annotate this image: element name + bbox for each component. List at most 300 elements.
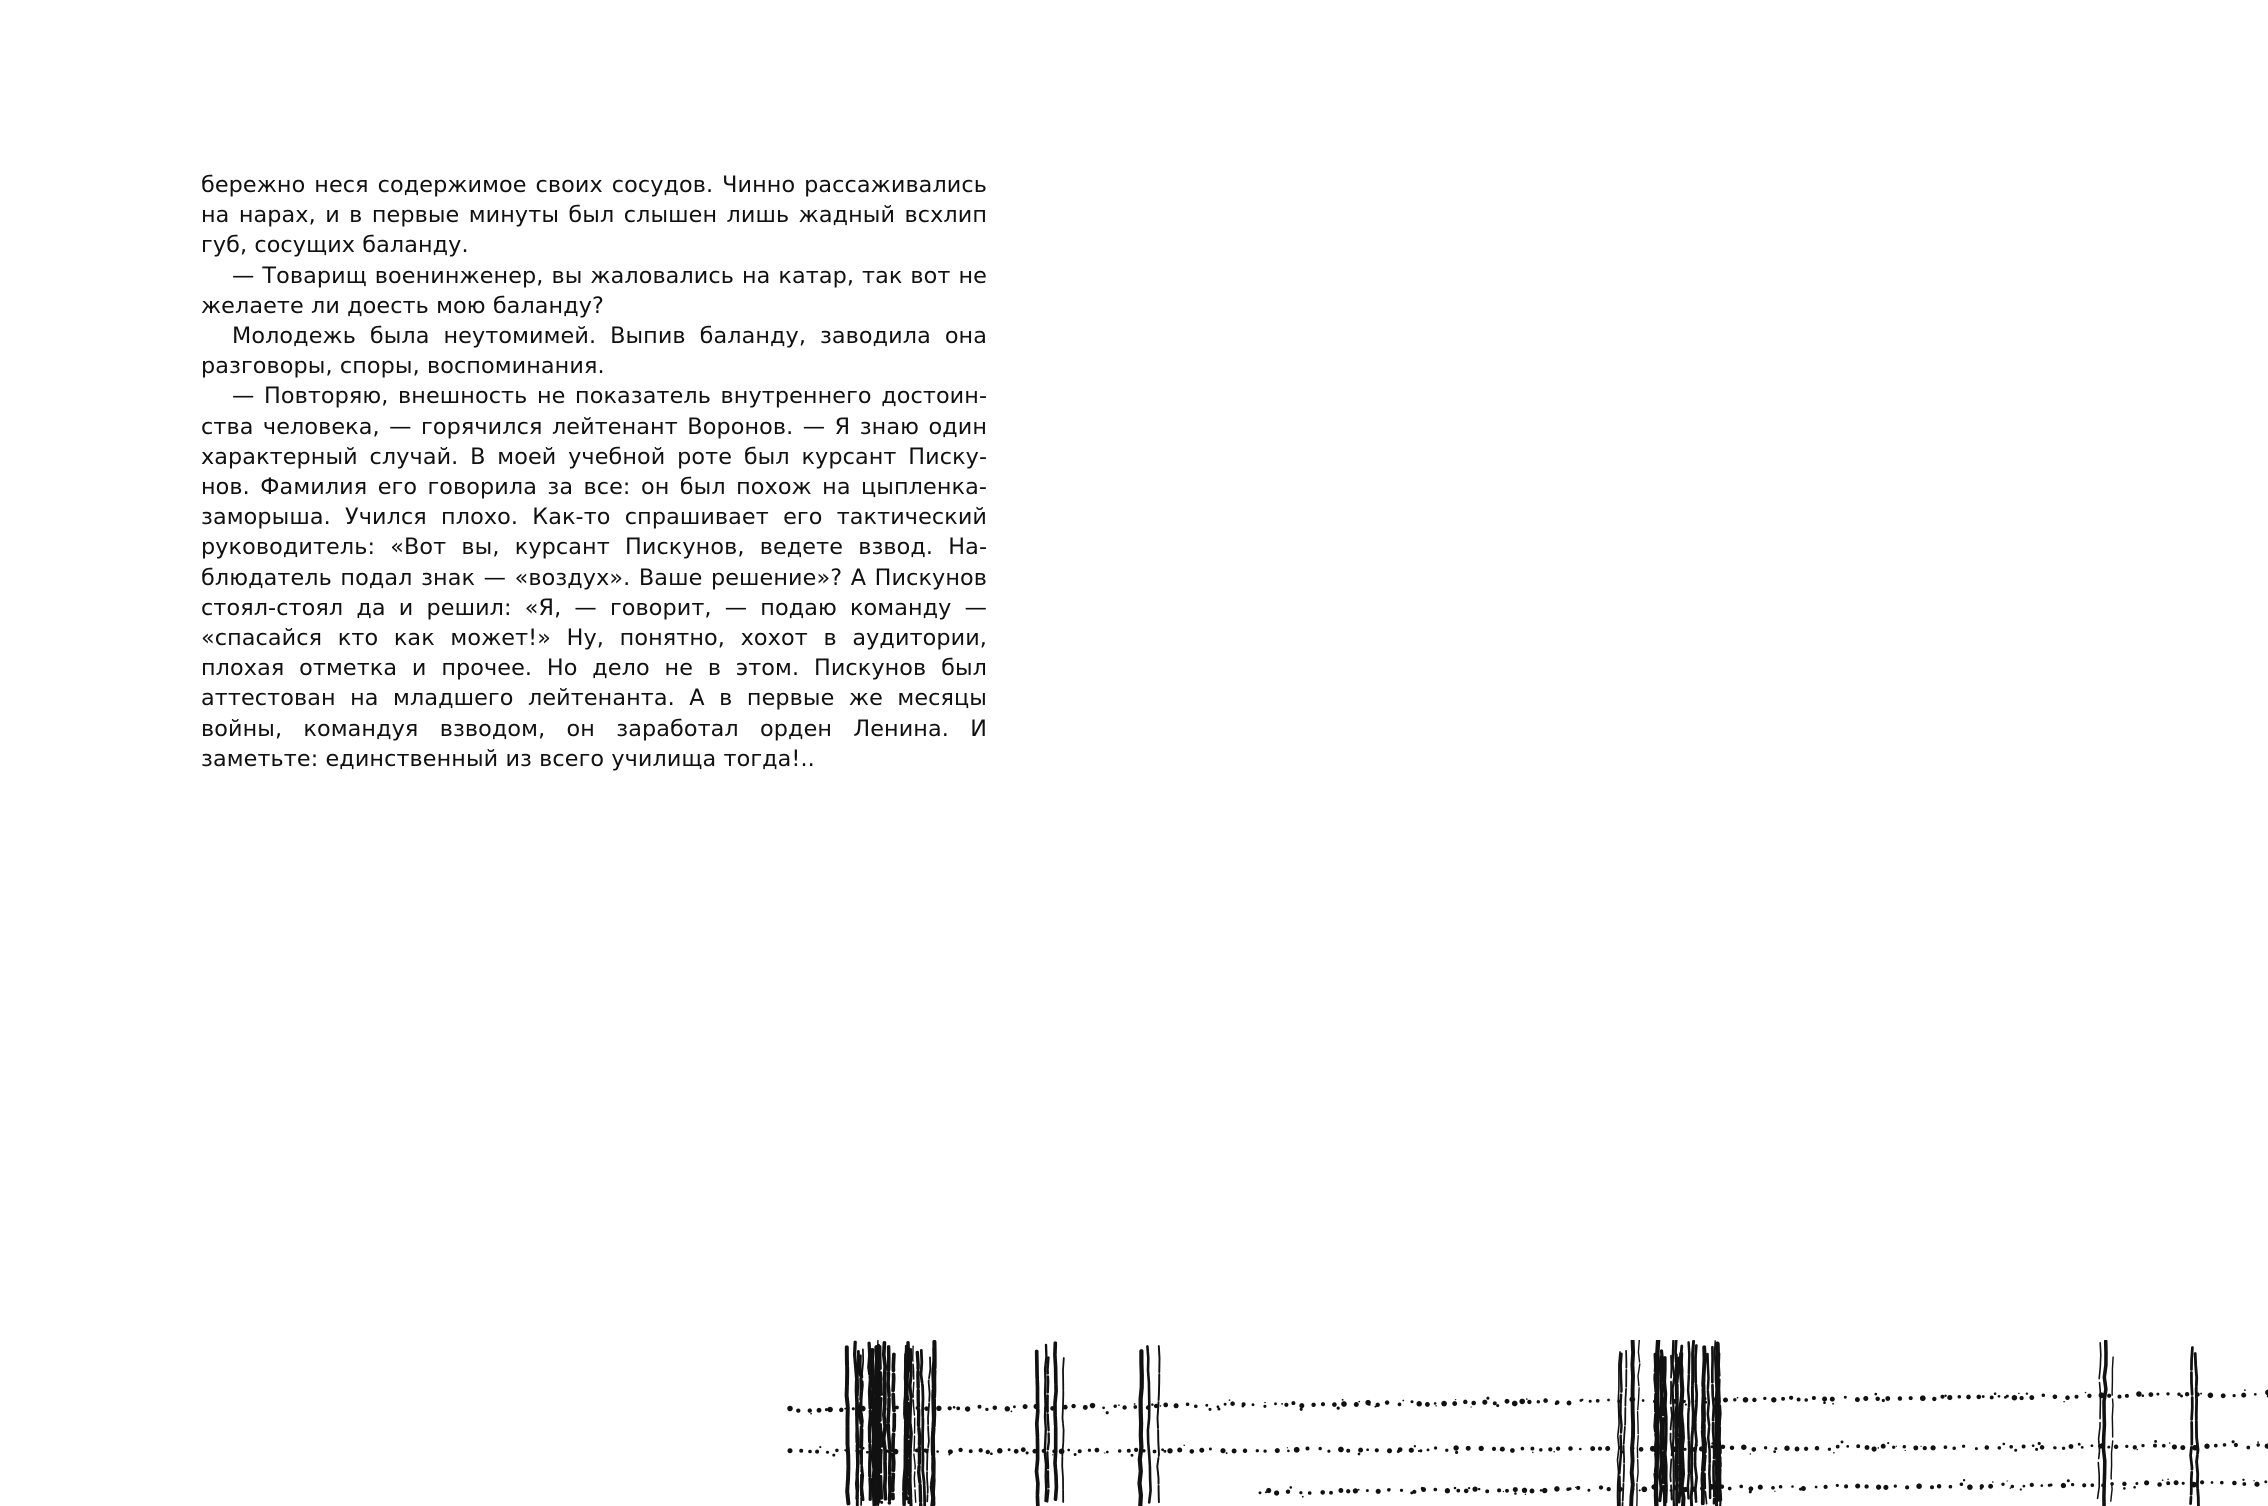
wire-barb — [1008, 1448, 1011, 1451]
ink-speck — [1994, 1392, 1997, 1395]
wire-barb — [1366, 1489, 1369, 1492]
wire-barb — [1341, 1401, 1347, 1407]
wire-barb — [1013, 1405, 1016, 1408]
wire-barb — [1274, 1402, 1277, 1405]
wire-barb — [2001, 1483, 2004, 1486]
wire-barb — [1321, 1402, 1325, 1406]
ink-speck — [1963, 1479, 1965, 1481]
wire-barb — [1385, 1400, 1389, 1404]
wire-barb — [1387, 1448, 1392, 1453]
ink-speck — [1163, 1450, 1166, 1453]
wire-barb — [1122, 1405, 1126, 1409]
wire-barb — [2234, 1443, 2238, 1447]
wire-barb — [2053, 1394, 2058, 1399]
ink-speck — [2004, 1396, 2007, 1399]
wire-barb — [1400, 1489, 1403, 1492]
wire-barb — [1332, 1402, 1337, 1407]
wire-barb — [1791, 1485, 1794, 1488]
wire-barb — [1434, 1402, 1437, 1405]
wire-barb — [2166, 1481, 2170, 1485]
wire-barb — [1898, 1396, 1902, 1400]
wire-barb — [1088, 1449, 1091, 1452]
ink-speck — [1841, 1440, 1844, 1443]
fence-post-stroke — [1619, 1354, 1621, 1506]
ink-speck — [1500, 1448, 1503, 1451]
wire-barb — [1102, 1406, 1105, 1409]
wire-barb — [1530, 1489, 1535, 1494]
wire-barb — [835, 1449, 838, 1452]
wire-barb — [2141, 1444, 2144, 1447]
wire-barb — [1510, 1448, 1515, 1453]
ink-speck — [1208, 1408, 1211, 1411]
wire-barb — [2125, 1445, 2128, 1448]
wire-barb — [1589, 1400, 1592, 1403]
wire-barb — [808, 1450, 812, 1454]
wire-barb — [1985, 1445, 1990, 1450]
ink-speck — [844, 1449, 846, 1451]
wire-barb — [1771, 1486, 1775, 1490]
fence-post-stroke — [1157, 1346, 1159, 1502]
ink-speck — [1131, 1454, 1134, 1457]
wire-barb — [948, 1406, 952, 1410]
wire-barb — [2118, 1395, 2122, 1399]
barbed-wire-drawing — [780, 1340, 2268, 1506]
ink-speck — [1281, 1403, 1283, 1405]
wire-barb — [1410, 1400, 1413, 1403]
wire-barb — [1358, 1448, 1363, 1453]
ink-speck — [990, 1452, 993, 1455]
ink-speck — [1402, 1400, 1404, 1402]
ink-speck — [1774, 1491, 1775, 1492]
ink-speck — [1265, 1491, 1267, 1493]
fence-post-stroke — [2111, 1357, 2113, 1501]
wire-barb — [2162, 1444, 2166, 1448]
ink-speck — [1011, 1411, 1013, 1413]
wire-barb — [2082, 1483, 2086, 1487]
ink-speck — [2167, 1479, 2169, 1481]
wire-barb — [1554, 1486, 1559, 1491]
wire-barb — [1327, 1450, 1330, 1453]
ink-speck — [1532, 1452, 1533, 1453]
wire-barb — [1492, 1447, 1496, 1451]
fence-post-stroke — [2104, 1341, 2107, 1506]
ink-speck — [1874, 1393, 1877, 1396]
wire-barb — [1095, 1448, 1100, 1453]
wire-barb — [2233, 1394, 2236, 1397]
fence-post-stroke — [884, 1343, 886, 1499]
wire-barb — [1114, 1405, 1117, 1408]
wire-barb — [1375, 1448, 1379, 1452]
wire-barb — [1863, 1396, 1868, 1401]
wire-barb — [1998, 1395, 2001, 1398]
wire-barb — [2114, 1445, 2119, 1450]
wire-barb — [1023, 1404, 1028, 1409]
wire-barb — [1263, 1405, 1266, 1408]
ink-speck — [2048, 1484, 2051, 1487]
wire-barb — [2091, 1444, 2094, 1447]
wire-barb — [2157, 1482, 2162, 1487]
ink-speck — [2020, 1488, 2022, 1490]
wire-barb — [1519, 1399, 1525, 1405]
ink-speck — [2162, 1479, 2164, 1481]
wire-barb — [1797, 1398, 1801, 1402]
wire-barb — [1944, 1445, 1948, 1449]
ink-speck — [1134, 1403, 1136, 1405]
ink-speck — [1435, 1405, 1436, 1406]
wire-barb — [1599, 1485, 1603, 1489]
wire-barb — [1539, 1448, 1542, 1451]
wire-barb — [2040, 1484, 2043, 1487]
wire-barb — [2214, 1444, 2218, 1448]
paragraph-1: бережно неся содержимое своих сосудов. Чинно рассаживались на нарах, и в первые минуты был слышен лишь жадный всхлип губ, сосущих баланду. — [201, 172, 987, 259]
wire-barb — [948, 1449, 953, 1454]
wire-barb — [1605, 1446, 1610, 1451]
wire-barb — [1522, 1488, 1527, 1493]
wire-barb — [1194, 1405, 1198, 1409]
wire-barb — [2087, 1394, 2091, 1398]
wire-barb — [1294, 1447, 1300, 1453]
wire-barb — [1199, 1448, 1204, 1453]
fence-post-stroke — [1695, 1346, 1697, 1502]
wire-barb — [1781, 1397, 1785, 1401]
ink-speck — [1599, 1447, 1601, 1449]
wire-barb — [1308, 1491, 1312, 1495]
wire-barb — [1464, 1489, 1469, 1494]
wire-barb — [2136, 1391, 2142, 1397]
wire-barb — [1824, 1485, 1828, 1489]
wire-barb — [1134, 1448, 1138, 1452]
wire-barb — [1607, 1399, 1610, 1402]
wire-barb — [1319, 1447, 1322, 1450]
wire-barb — [2254, 1482, 2259, 1487]
barbed-wires — [787, 1389, 2268, 1497]
wire-barb — [2061, 1483, 2066, 1488]
ink-speck — [1160, 1405, 1162, 1407]
wire-barb — [1728, 1487, 1732, 1491]
wire-barb — [1071, 1404, 1075, 1408]
book-page-text — [201, 170, 987, 774]
wire-barb — [1639, 1447, 1644, 1452]
wire-barb — [1161, 1448, 1164, 1451]
wire-barb — [1733, 1398, 1736, 1401]
wire-barb — [2241, 1393, 2246, 1398]
fence-post-stroke — [1147, 1346, 1150, 1502]
ink-speck — [1833, 1452, 1835, 1454]
wire-barb — [2075, 1395, 2079, 1399]
wire-barb — [2172, 1444, 2177, 1449]
wire-barb — [1828, 1448, 1831, 1451]
fence-post-stroke — [1656, 1340, 1658, 1506]
ink-speck — [819, 1446, 821, 1448]
wire-barb — [1885, 1396, 1890, 1401]
ink-speck — [1052, 1454, 1053, 1455]
wire-barb — [2182, 1482, 2185, 1485]
ink-speck — [2180, 1395, 2183, 1398]
ink-speck — [1074, 1453, 1077, 1456]
wire-barb — [1243, 1449, 1247, 1453]
ink-speck — [1525, 1494, 1526, 1495]
wire-barb — [1923, 1446, 1927, 1450]
ink-speck — [1553, 1451, 1554, 1452]
wire-barb — [1812, 1396, 1816, 1400]
wire-barb — [1947, 1395, 1952, 1400]
wire-barb — [2232, 1481, 2237, 1486]
ink-speck — [832, 1454, 835, 1457]
wire-barb — [1299, 1403, 1304, 1408]
ink-speck — [1287, 1447, 1288, 1448]
wire-barb — [2246, 1446, 2250, 1450]
ink-speck — [2257, 1441, 2259, 1443]
ink-speck — [1358, 1401, 1360, 1403]
wire-barb — [1751, 1447, 1756, 1452]
ink-speck — [1799, 1488, 1802, 1491]
fence-post-stroke — [1691, 1341, 1693, 1506]
ink-speck — [1242, 1405, 1245, 1408]
wire-barb — [2069, 1444, 2074, 1449]
wire-barb — [1815, 1446, 1820, 1451]
ink-speck — [1503, 1491, 1504, 1492]
wire-barb — [2254, 1393, 2257, 1396]
wire-barb — [2081, 1446, 2084, 1449]
wire-barb — [2091, 1483, 2095, 1487]
wire-barb — [1445, 1488, 1450, 1493]
wire-barb — [2153, 1444, 2157, 1448]
wire-barb — [1493, 1401, 1497, 1405]
wire-barb — [787, 1448, 792, 1453]
ink-speck — [2253, 1480, 2254, 1481]
wire-barb — [2030, 1483, 2034, 1487]
wire-barb — [1354, 1402, 1359, 1407]
ink-speck — [2026, 1392, 2028, 1394]
fence-post-stroke — [1676, 1355, 1677, 1499]
wire-barb — [1844, 1396, 1847, 1399]
wire-barb — [1881, 1444, 1886, 1449]
wire-barb — [985, 1408, 988, 1411]
wire-barb — [852, 1407, 855, 1410]
wire-barb — [1795, 1447, 1800, 1452]
wire-barb — [1855, 1483, 1860, 1488]
wire-barb — [1543, 1398, 1548, 1403]
ink-speck — [1454, 1487, 1457, 1490]
wire-barb — [1815, 1486, 1818, 1489]
wire-barb — [1433, 1488, 1437, 1492]
wire-barb — [1830, 1397, 1835, 1402]
wire-barb — [1876, 1485, 1881, 1490]
wire-barb — [1977, 1395, 1982, 1400]
wire-barb — [2009, 1445, 2013, 1449]
wire-barb — [1320, 1490, 1325, 1495]
ink-speck — [2169, 1442, 2171, 1444]
fence-post-stroke — [1688, 1342, 1689, 1498]
ink-speck — [1421, 1487, 1424, 1490]
wire-barb — [1513, 1487, 1518, 1492]
wire-barb — [1299, 1491, 1302, 1494]
wire-barb — [1576, 1486, 1580, 1490]
wire-barb — [2133, 1445, 2137, 1449]
ink-speck — [2053, 1446, 2056, 1449]
fence-post-stroke — [1055, 1343, 1057, 1499]
ink-speck — [2123, 1487, 2126, 1490]
ink-speck — [1229, 1399, 1231, 1401]
wire-barb — [1940, 1395, 1944, 1399]
wire-barb — [1252, 1403, 1255, 1406]
wire-barb — [1958, 1395, 1962, 1399]
wire-barb — [1311, 1403, 1315, 1407]
paragraph-4: — Повторяю, внешность не показатель внутреннего достоинства человека, — горячился лейтенант Воронов. — Я знаю один характерный случай. В моей учебной роте был курсант Пискунов. Фамилия его говорила за все: он был похож на цыпленка-заморыша. Учился плохо. Как-то спрашивает его тактический руководитель: «Вот вы, курсант Пискунов, ведете взвод. Наблюдатель подал знак — «воздух». Ваше решение»? А Пискунов стоял-стоял да и решил: «Я, — говорит, — подаю команду — «спасайся кто как может!» Ну, понятно, хохот в аудитории, плохая отметка и прочее. Но дело не в этом. Пискунов был аттестован на младшего лейтенанта. А в первые же месяцы войны, командуя взводом, он заработал орден Ленина. И заметьте: единственный из всего училища тогда!.. — [201, 383, 987, 772]
fence-posts — [847, 1340, 2199, 1506]
ink-speck — [1337, 1407, 1340, 1410]
ink-speck — [1896, 1446, 1897, 1447]
wire-barb — [1163, 1403, 1168, 1408]
ink-speck — [1575, 1487, 1576, 1488]
ink-speck — [1486, 1397, 1489, 1400]
ink-speck — [2002, 1443, 2005, 1446]
wire-barb — [1463, 1400, 1467, 1404]
wire-barb — [1021, 1447, 1026, 1452]
wire-barb — [1259, 1491, 1262, 1494]
wire-barb — [1376, 1489, 1381, 1494]
wire-barb — [1471, 1401, 1476, 1406]
wire-barb — [2062, 1447, 2065, 1450]
ink-speck — [1982, 1395, 1985, 1398]
wire-barb — [1133, 1405, 1137, 1409]
ink-speck — [1823, 1401, 1826, 1404]
wire-barb — [2264, 1480, 2267, 1483]
ink-speck — [1106, 1411, 1109, 1414]
wire-barb — [2012, 1395, 2018, 1401]
wire-barb — [799, 1449, 803, 1453]
wire-barb — [1883, 1485, 1888, 1490]
fence-post-stroke — [1045, 1345, 1047, 1501]
wire-barb — [1975, 1447, 1978, 1450]
ink-speck — [2067, 1479, 2070, 1482]
wire-barb — [2242, 1482, 2246, 1486]
wire-barb — [2135, 1482, 2138, 1485]
fence-post-stroke — [910, 1350, 911, 1506]
wire-barb — [1224, 1403, 1227, 1406]
fence-post-stroke — [1140, 1351, 1142, 1506]
wire-barb — [1106, 1451, 1109, 1454]
ink-speck — [810, 1413, 812, 1415]
ink-speck — [1470, 1406, 1471, 1407]
ink-speck — [1478, 1488, 1480, 1490]
wire-barb — [2107, 1394, 2111, 1398]
fence-post-stroke — [927, 1357, 930, 1501]
wire-barb — [787, 1406, 793, 1412]
wire-barb — [1804, 1447, 1808, 1451]
wire-barb — [1338, 1488, 1343, 1493]
ink-speck — [1514, 1492, 1517, 1495]
ink-speck — [1342, 1399, 1344, 1401]
wire-barb — [1548, 1447, 1552, 1451]
ink-speck — [1358, 1453, 1361, 1456]
wire-barb — [1932, 1397, 1936, 1401]
wire-barb — [2011, 1485, 2014, 1488]
wire-barb — [2185, 1392, 2189, 1396]
wire-barb — [1409, 1448, 1414, 1453]
ink-speck — [1526, 1398, 1528, 1400]
wire-barb — [1579, 1448, 1582, 1451]
wire-barb — [1205, 1404, 1208, 1407]
wire-barb — [1527, 1400, 1531, 1404]
wire-barb — [1441, 1401, 1447, 1407]
ink-speck — [1151, 1403, 1154, 1406]
fence-post-stroke — [893, 1355, 895, 1499]
ink-speck — [1944, 1394, 1946, 1396]
wire-barb — [1763, 1397, 1766, 1400]
wire-barb — [2156, 1393, 2159, 1396]
wire-barb — [1741, 1444, 1747, 1450]
wire-barb — [2029, 1395, 2034, 1400]
wire-barb — [1916, 1483, 1922, 1489]
wire-barb — [1416, 1401, 1421, 1406]
wire-barb — [1864, 1484, 1868, 1488]
wire-barb — [1291, 1401, 1295, 1405]
wire-barb — [2204, 1444, 2209, 1449]
wire-barb — [2040, 1445, 2045, 1450]
wire-barb — [1930, 1445, 1935, 1450]
ink-speck — [1639, 1489, 1641, 1491]
ink-speck — [1183, 1445, 1184, 1446]
fence-post-stroke — [1708, 1354, 1711, 1498]
wire-barb — [1723, 1398, 1728, 1403]
wire-barb — [1905, 1485, 1909, 1489]
wire-barb — [1920, 1395, 1926, 1401]
wire-barb — [1014, 1449, 1019, 1454]
wire-barb — [827, 1407, 833, 1413]
wire-barb — [2032, 1444, 2035, 1447]
wire-barb — [2211, 1481, 2214, 1484]
wire-barb — [1930, 1485, 1934, 1489]
fence-post-stroke — [1664, 1358, 1666, 1502]
wire-barb — [1485, 1489, 1489, 1493]
wire-barb — [1960, 1483, 1964, 1487]
wire-barb — [2180, 1445, 2185, 1450]
ink-speck — [1540, 1489, 1543, 1492]
wire-barb — [826, 1451, 829, 1454]
wire-barb — [1962, 1445, 1965, 1448]
wire-barb — [1090, 1403, 1096, 1409]
fence-post-stroke — [1037, 1352, 1038, 1506]
fence-post-stroke — [1712, 1347, 1714, 1503]
wire-barb — [1346, 1489, 1350, 1493]
ink-speck — [2142, 1394, 2145, 1397]
wire-barb — [1949, 1485, 1953, 1489]
fence-post-stroke — [888, 1347, 890, 1503]
wire-barb — [1263, 1449, 1266, 1452]
ink-speck — [1414, 1445, 1416, 1447]
wire-barb — [1789, 1396, 1793, 1400]
ink-speck — [1389, 1488, 1391, 1490]
ink-speck — [1118, 1404, 1120, 1406]
ink-speck — [1468, 1487, 1470, 1489]
wire-barb — [1596, 1399, 1600, 1403]
wire-barb — [1456, 1489, 1460, 1493]
ink-speck — [1878, 1447, 1880, 1449]
ink-speck — [2133, 1486, 2136, 1489]
wire-barb — [1998, 1446, 2001, 1449]
wire-barb — [1856, 1444, 1860, 1448]
wire-barb — [1398, 1403, 1402, 1407]
fence-post-stroke — [1631, 1341, 1633, 1506]
wire-barb — [1425, 1402, 1430, 1407]
ink-speck — [1368, 1404, 1370, 1406]
wire-barb — [2208, 1393, 2214, 1399]
wire-barb — [1758, 1485, 1763, 1490]
wire-barb — [1752, 1398, 1756, 1402]
wire-barb — [1521, 1447, 1525, 1451]
ink-speck — [1737, 1397, 1739, 1399]
